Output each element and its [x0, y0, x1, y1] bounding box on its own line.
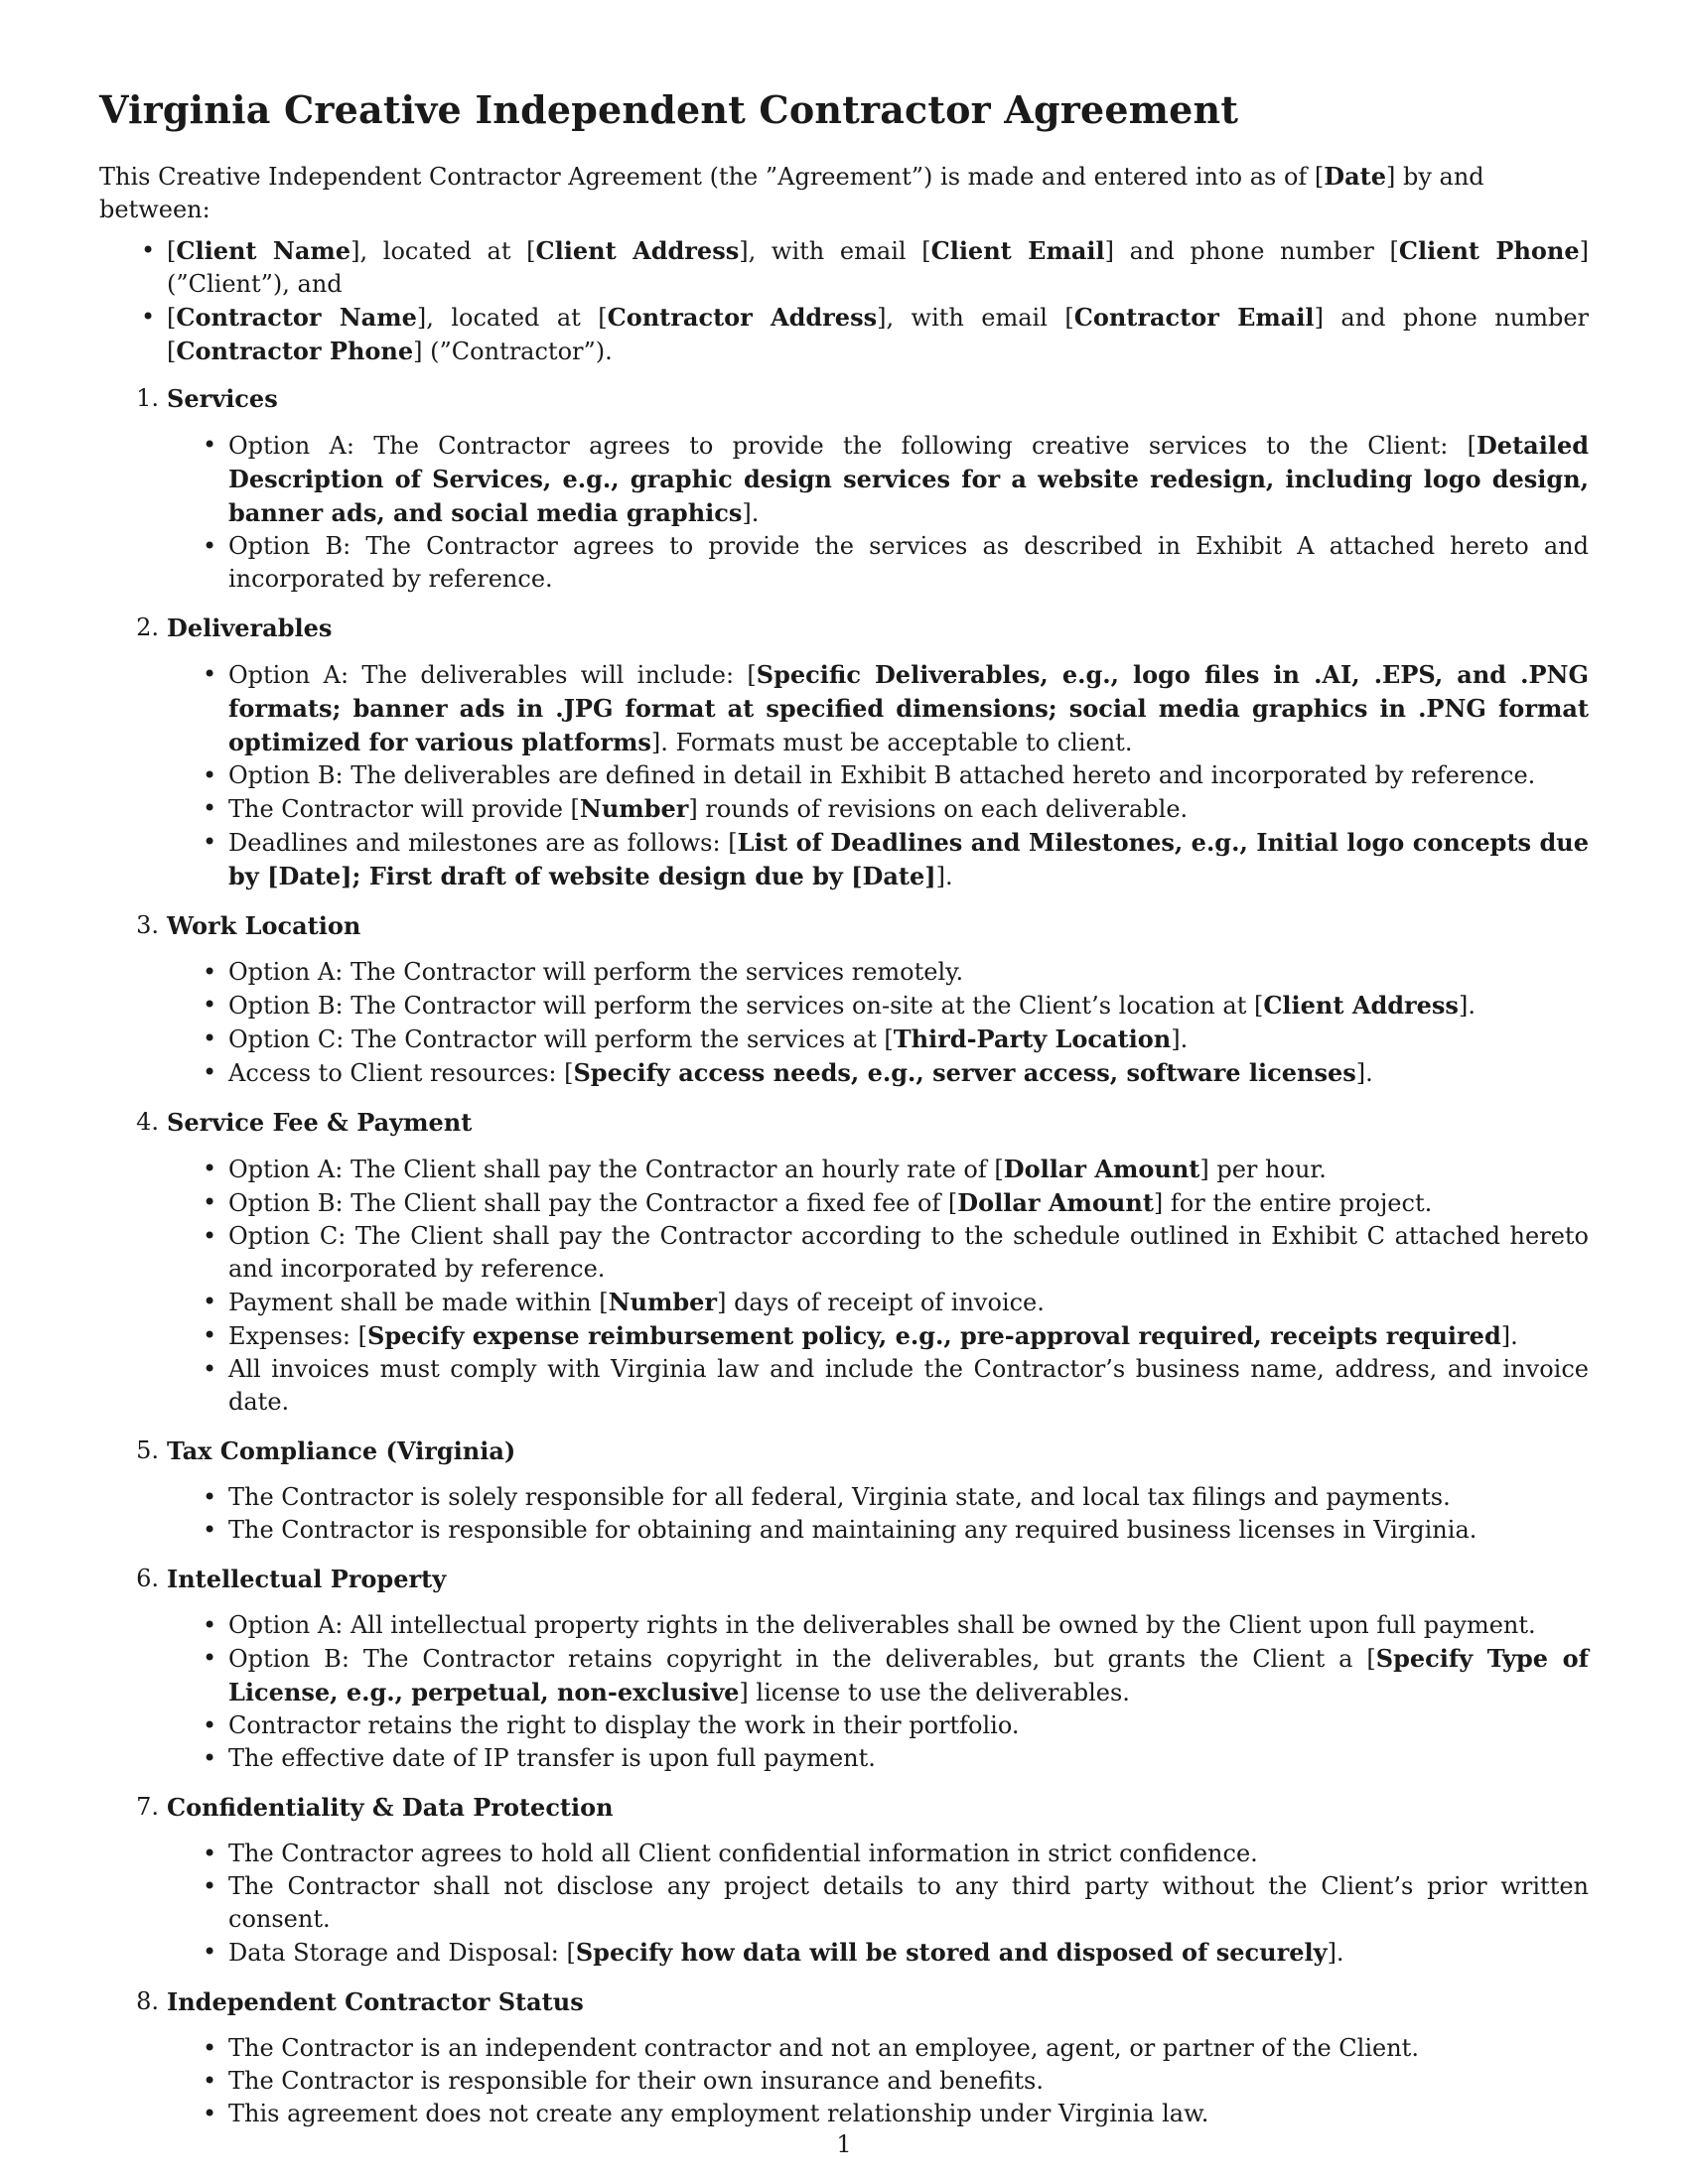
- bullet-item: [99, 1353, 1589, 1419]
- section-title: Confidentiality & Data Protection: [167, 1793, 614, 1822]
- text-segment: ], located at [: [416, 304, 608, 332]
- text-segment: ] for the entire project.: [1153, 1189, 1433, 1217]
- section-bullets: [99, 2032, 1589, 2130]
- placeholder-field: Client Phone: [1398, 236, 1580, 265]
- text-segment: The Contractor shall not disclose any project details to any third party without the Client’s prior written consent.: [228, 1872, 1589, 1933]
- section-heading: [99, 1791, 1589, 1824]
- text-segment: ].: [1171, 1025, 1189, 1053]
- parties-list: [99, 234, 1589, 368]
- text-segment: ] days of receipt of invoice.: [717, 1289, 1045, 1316]
- text-segment: Option B: The Contractor agrees to provide the services as described in Exhibit A attached hereto and incorporated by reference.: [228, 532, 1589, 593]
- text-segment: ] and phone number [: [1104, 237, 1399, 265]
- section-number-text: 3.: [136, 911, 159, 939]
- bullet-item: [99, 1319, 1589, 1353]
- section-title: Intellectual Property: [167, 1565, 447, 1593]
- section-bullets: [99, 658, 1589, 893]
- text-segment: ].: [935, 863, 953, 890]
- text-segment: The Contractor is responsible for obtaining and maintaining any required business licenses in Virginia.: [228, 1516, 1477, 1544]
- bullet-item: [99, 956, 1589, 989]
- bullet-item: [99, 1186, 1589, 1220]
- bullet-item: [99, 658, 1589, 759]
- text-segment: This agreement does not create any employment relationship under Virginia law.: [228, 2100, 1209, 2127]
- text-segment: [: [167, 304, 177, 332]
- bullet-item: [99, 1286, 1589, 1319]
- bullet-item: [99, 989, 1589, 1023]
- bullet-item: [99, 1742, 1589, 1775]
- text-segment: [: [167, 237, 177, 265]
- party-client: [99, 234, 1589, 301]
- text-segment: The Contractor is solely responsible for all federal, Virginia state, and local tax filings and payments.: [228, 1483, 1451, 1511]
- text-segment: ].: [1458, 992, 1476, 1020]
- placeholder-field: Client Address: [535, 236, 740, 265]
- section-number: [99, 1563, 167, 1595]
- intro-date-placeholder: Date: [1324, 162, 1386, 191]
- section-bullets: [99, 429, 1589, 596]
- bullet-item: [99, 826, 1589, 893]
- placeholder-field: Dollar Amount: [1003, 1155, 1200, 1183]
- intro-text-after: ] by and between:: [99, 163, 1484, 223]
- text-segment: Contractor retains the right to display the work in their portfolio.: [228, 1711, 1020, 1739]
- section-title: Deliverables: [167, 614, 333, 642]
- text-segment: The effective date of IP transfer is upon full payment.: [228, 1744, 876, 1772]
- section-title: Work Location: [167, 911, 361, 940]
- text-segment: Option A: All intellectual property rights in the deliverables shall be owned by the Client upon full payment.: [228, 1611, 1536, 1639]
- placeholder-field: Specify expense reimbursement policy, e.g., pre-approval required, receipts required: [367, 1321, 1501, 1350]
- placeholder-field: Number: [608, 1288, 718, 1316]
- section-heading: [99, 909, 1589, 942]
- placeholder-field: Contractor Name: [176, 303, 417, 332]
- placeholder-field: Client Email: [930, 236, 1105, 265]
- section-number-text: 7.: [136, 1793, 159, 1821]
- text-segment: Payment shall be made within [: [228, 1289, 609, 1316]
- placeholder-field: Specify how data will be stored and disposed of securely: [575, 1938, 1328, 1967]
- section-title: Service Fee & Payment: [167, 1108, 473, 1137]
- text-segment: ] (”Client”), and: [167, 237, 1590, 298]
- placeholder-field: Client Address: [1263, 991, 1459, 1020]
- section-title: Services: [167, 384, 278, 413]
- placeholder-field: Number: [579, 794, 689, 823]
- section-heading: [99, 1563, 1589, 1595]
- placeholder-field: Detailed Description of Services, e.g., graphic design services for a website redesign, including logo design, banner ads, and social media graphics: [228, 431, 1589, 527]
- text-segment: Option A: The deliverables will include: [: [228, 661, 757, 689]
- section-bullets: [99, 1153, 1589, 1419]
- text-segment: Option A: The Contractor agrees to provide the following creative services to the Client: [: [228, 432, 1477, 460]
- section-heading: [99, 1106, 1589, 1139]
- document-title: Virginia Creative Independent Contractor Agreement: [99, 87, 1239, 132]
- section-2: [99, 612, 1589, 893]
- section-number-text: 8.: [136, 1987, 159, 2015]
- text-segment: Expenses: [: [228, 1322, 367, 1350]
- text-segment: ] rounds of revisions on each deliverable.: [688, 795, 1189, 823]
- bullet-item: [99, 2065, 1589, 2098]
- section-8: [99, 1985, 1589, 2130]
- text-segment: ] per hour.: [1199, 1156, 1327, 1183]
- section-number-text: 5.: [136, 1436, 159, 1464]
- text-segment: ].: [742, 499, 760, 527]
- placeholder-field: Specify Type of License, e.g., perpetual, non-exclusive: [228, 1644, 1589, 1706]
- section-number-text: 2.: [136, 614, 159, 641]
- text-segment: ].: [1355, 1059, 1373, 1087]
- party-contractor: [99, 301, 1589, 368]
- bullet-item: [99, 1153, 1589, 1186]
- placeholder-field: Contractor Email: [1073, 303, 1315, 332]
- text-segment: Data Storage and Disposal: [: [228, 1939, 576, 1967]
- placeholder-field: Specify access needs, e.g., server access, software licenses: [573, 1058, 1356, 1087]
- section-bullets: [99, 1481, 1589, 1547]
- bullet-item: [99, 1838, 1589, 1870]
- text-segment: Option B: The deliverables are defined in detail in Exhibit B attached hereto and incorporated by reference.: [228, 761, 1536, 789]
- section-number: [99, 1791, 167, 1824]
- placeholder-field: Client Name: [176, 236, 352, 265]
- bullet-item: [99, 1609, 1589, 1642]
- placeholder-field: Third-Party Location: [893, 1024, 1172, 1053]
- section-number: [99, 909, 167, 942]
- placeholder-field: Contractor Address: [607, 303, 878, 332]
- placeholder-field: Contractor Phone: [176, 337, 414, 365]
- intro-text-before: This Creative Independent Contractor Agreement (the ”Agreement”) is made and entered into as of [: [99, 163, 1325, 191]
- bullet-item: [99, 759, 1589, 792]
- section-number: [99, 612, 167, 644]
- section-6: [99, 1563, 1589, 1775]
- bullet-item: [99, 1056, 1589, 1090]
- section-number: [99, 1106, 167, 1139]
- section-1: [99, 382, 1589, 596]
- section-number: [99, 382, 167, 415]
- bullet-item: [99, 1023, 1589, 1056]
- section-number-text: 4.: [136, 1108, 159, 1136]
- section-heading: [99, 1434, 1589, 1467]
- text-segment: ], with email [: [739, 237, 931, 265]
- section-number-text: 1.: [136, 384, 159, 412]
- placeholder-field: Dollar Amount: [957, 1188, 1154, 1217]
- section-number-text: 6.: [136, 1565, 159, 1592]
- section-heading: [99, 612, 1589, 644]
- text-segment: The Contractor will provide [: [228, 795, 580, 823]
- text-segment: ] license to use the deliverables.: [739, 1679, 1130, 1706]
- text-segment: Option C: The Client shall pay the Contractor according to the schedule outlined in Exhibit C attached hereto and incorporated by reference.: [228, 1222, 1589, 1283]
- bullet-item: [99, 1709, 1589, 1742]
- text-segment: ].: [1327, 1939, 1344, 1967]
- placeholder-field: List of Deadlines and Milestones, e.g., Initial logo concepts due by [Date]; First draft of website design due by [Date]: [228, 828, 1589, 890]
- text-segment: ] and phone number [: [167, 304, 1590, 365]
- text-segment: ]. Formats must be acceptable to client.: [650, 729, 1133, 756]
- bullet-item: [99, 1870, 1589, 1936]
- bullet-item: [99, 530, 1589, 596]
- section-title: Independent Contractor Status: [167, 1987, 584, 2016]
- page-number: 1: [836, 2130, 852, 2158]
- bullet-item: [99, 1220, 1589, 1286]
- section-4: [99, 1106, 1589, 1419]
- text-segment: ], located at [: [351, 237, 536, 265]
- text-segment: The Contractor agrees to hold all Client confidential information in strict confidence.: [228, 1840, 1258, 1867]
- text-segment: Option C: The Contractor will perform the services at [: [228, 1025, 894, 1053]
- text-segment: ] (”Contractor”).: [413, 338, 613, 365]
- text-segment: Option B: The Client shall pay the Contractor a fixed fee of [: [228, 1189, 958, 1217]
- bullet-item: [99, 1642, 1589, 1709]
- bullet-item: [99, 1936, 1589, 1970]
- text-segment: Access to Client resources: [: [228, 1059, 574, 1087]
- text-segment: ].: [1500, 1322, 1518, 1350]
- sections-list: [99, 382, 1589, 2130]
- placeholder-field: Specific Deliverables, e.g., logo files in .AI, .EPS, and .PNG formats; banner ads in .JPG format at specified dimensions; social media graphics in .PNG format optimized for various platforms: [228, 660, 1589, 756]
- intro-paragraph: [99, 160, 1589, 226]
- section-3: [99, 909, 1589, 1090]
- bullet-item: [99, 2098, 1589, 2130]
- bullet-item: [99, 2032, 1589, 2065]
- bullet-item: [99, 792, 1589, 826]
- section-5: [99, 1434, 1589, 1547]
- text-segment: Option A: The Contractor will perform the services remotely.: [228, 958, 964, 986]
- section-7: [99, 1791, 1589, 1970]
- section-heading: [99, 382, 1589, 415]
- section-bullets: [99, 1838, 1589, 1970]
- text-segment: Option B: The Contractor will perform the services on-site at the Client’s location at [: [228, 992, 1264, 1020]
- section-number: [99, 1985, 167, 2018]
- section-number: [99, 1434, 167, 1467]
- section-title: Tax Compliance (Virginia): [167, 1436, 516, 1465]
- text-segment: Option B: The Contractor retains copyright in the deliverables, but grants the Client a [: [228, 1645, 1376, 1673]
- bullet-item: [99, 1481, 1589, 1514]
- text-segment: Option A: The Client shall pay the Contractor an hourly rate of [: [228, 1156, 1004, 1183]
- text-segment: All invoices must comply with Virginia law and include the Contractor’s business name, address, and invoice date.: [228, 1355, 1589, 1416]
- section-bullets: [99, 1609, 1589, 1775]
- section-bullets: [99, 956, 1589, 1090]
- text-segment: The Contractor is an independent contractor and not an employee, agent, or partner of the Client.: [228, 2034, 1419, 2062]
- bullet-item: [99, 1514, 1589, 1547]
- bullet-item: [99, 429, 1589, 530]
- section-heading: [99, 1985, 1589, 2018]
- text-segment: The Contractor is responsible for their own insurance and benefits.: [228, 2067, 1044, 2095]
- text-segment: Deadlines and milestones are as follows: [: [228, 829, 738, 857]
- text-segment: ], with email [: [877, 304, 1074, 332]
